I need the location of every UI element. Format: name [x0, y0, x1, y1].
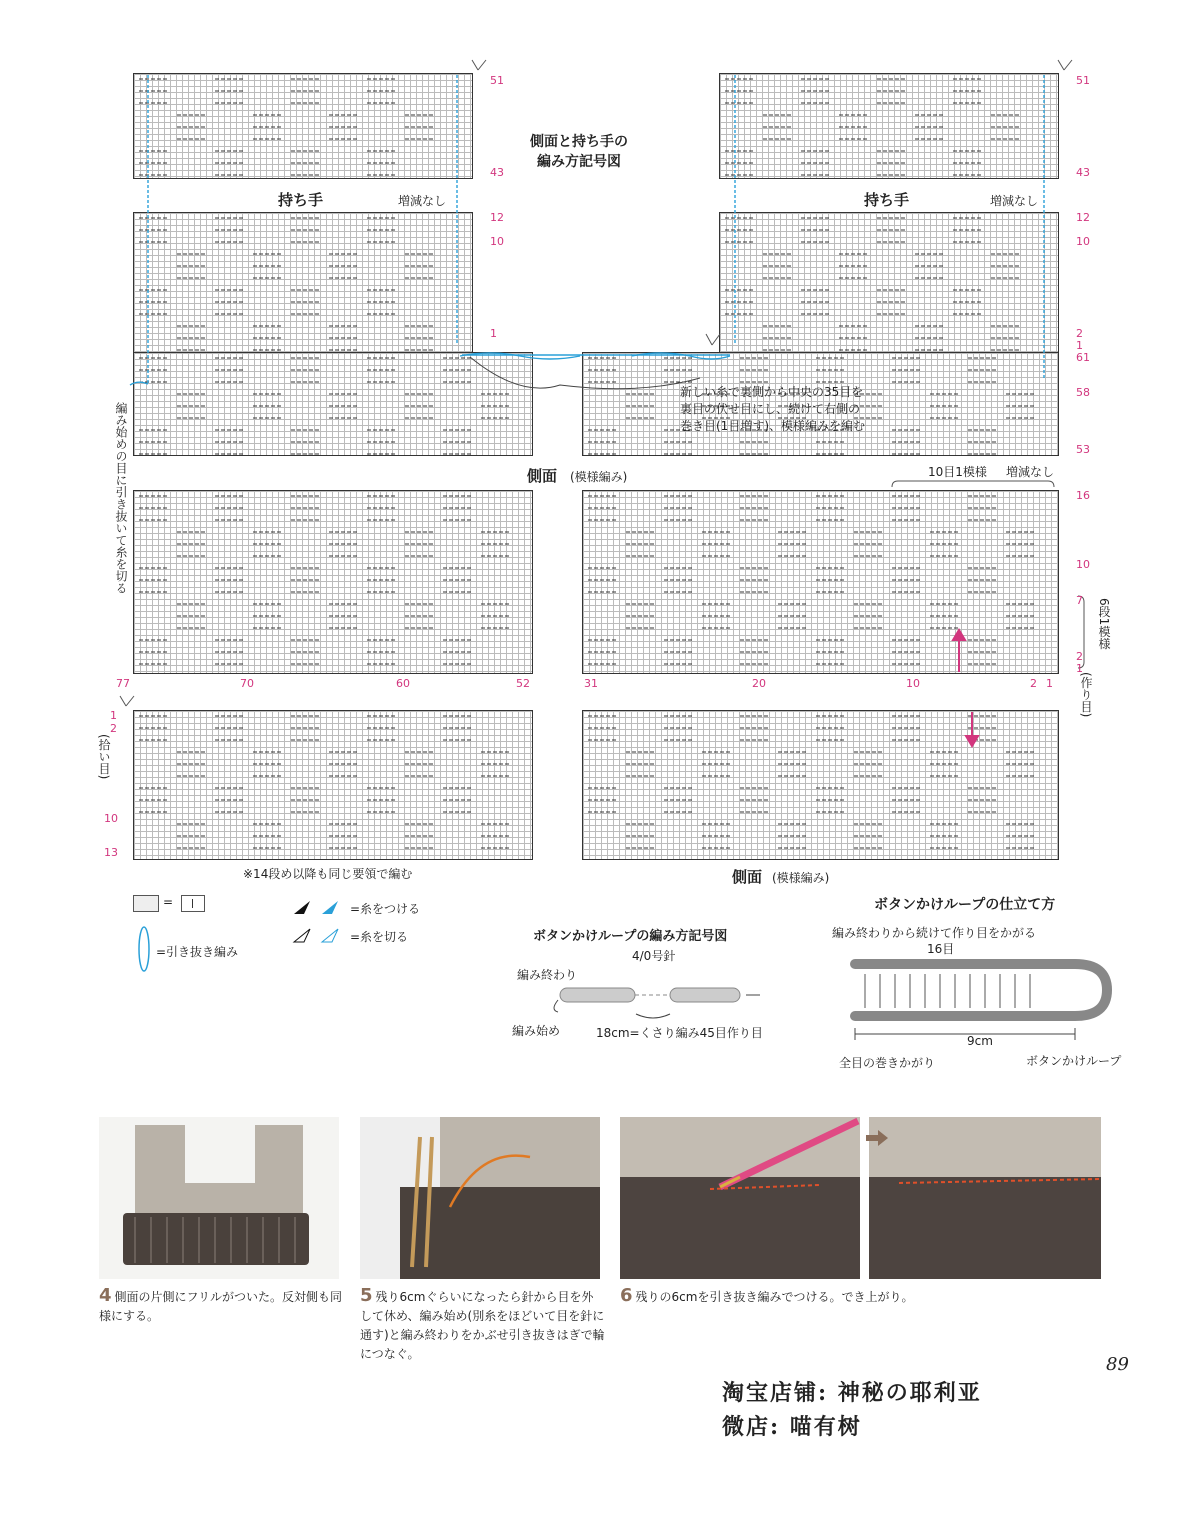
button-loop-start: 編み始め — [512, 1024, 561, 1038]
button-loop-make-loop: ボタンかけループ — [1026, 1054, 1122, 1068]
row-num: 1 — [1076, 339, 1083, 352]
watermark-line1: 淘宝店铺: 神秘の耶利亚 — [722, 1380, 982, 1406]
row-num: 16 — [1076, 489, 1090, 502]
row-num: 43 — [1076, 166, 1090, 179]
button-loop-make-title: ボタンかけループの仕立て方 — [874, 897, 1056, 913]
legend-attach-icon — [292, 898, 348, 918]
row-num: 12 — [1076, 211, 1090, 224]
step-number: 6 — [620, 1285, 633, 1306]
row-num: 13 — [104, 846, 118, 859]
instruction-note: 新しい糸で裏側から中央の35目を 裏目の伏せ目にし、続けて右側の 巻き目(1目増す)、模様編みを編む — [680, 385, 865, 433]
row-num: 10 — [104, 812, 118, 825]
repeat-nochange: 増減なし — [1006, 465, 1055, 479]
row-num: 1 — [490, 327, 497, 340]
handle-label-right: 持ち手 — [864, 191, 910, 209]
legend-attach: =糸をつける — [350, 902, 421, 916]
row-num: 51 — [1076, 74, 1090, 87]
legend-cut-icon — [292, 926, 348, 946]
no-change-left: 増減なし — [398, 194, 447, 208]
button-loop-chain: 18cm=くさり編み45目作り目 — [596, 1026, 763, 1040]
repeat-label: 10目1模様 — [928, 465, 987, 479]
step-text: 残りの6cmを引き抜き編みでつける。でき上がり。 — [635, 1290, 914, 1304]
row-num: 2 — [1076, 650, 1083, 663]
handle-label-left: 持ち手 — [278, 191, 324, 209]
row-num: 10 — [1076, 558, 1090, 571]
row-num: 1 — [110, 709, 117, 722]
legend-cut: =糸を切る — [350, 930, 409, 944]
col-num: 2 — [1030, 677, 1037, 690]
step-number: 4 — [99, 1285, 112, 1306]
row-num: 10 — [490, 235, 504, 248]
button-loop-end: 編み終わり — [517, 968, 578, 982]
step5-caption — [360, 1286, 605, 1364]
col-num: 1 — [1046, 677, 1053, 690]
legend-slip-icon — [137, 924, 151, 980]
side-bottom-label: 側面 — [732, 868, 763, 886]
button-loop-make-count: 16目 — [927, 942, 955, 956]
step-text: 側面の片側にフリルがついた。反対側も同様にする。 — [99, 1290, 343, 1323]
row-num: 12 — [490, 211, 504, 224]
row-num: 61 — [1076, 351, 1090, 364]
button-loop-chart-title: ボタンかけループの編み方記号図 — [533, 929, 728, 944]
row-num: 51 — [490, 74, 504, 87]
col-num: 70 — [240, 677, 254, 690]
legend-equals: = — [163, 895, 174, 909]
button-loop-make-drawing — [845, 952, 1120, 1052]
row-num: 53 — [1076, 443, 1090, 456]
row-num: 7 — [1076, 594, 1083, 607]
row-num: 43 — [490, 166, 504, 179]
col-num: 20 — [752, 677, 766, 690]
arrow-right-icon — [866, 1130, 888, 1146]
step4-caption — [99, 1286, 344, 1326]
step6-caption — [620, 1286, 1100, 1307]
legend-slip: =引き抜き編み — [156, 945, 239, 959]
watermark-line2: 微店: 喵有树 — [722, 1414, 862, 1440]
note-row14: ※14段め以降も同じ要領で編む — [243, 867, 413, 881]
step5-photo — [360, 1117, 600, 1279]
side-mid-label: 側面 — [527, 467, 558, 485]
step6-photo-a — [620, 1117, 860, 1279]
chart-title: 側面と持ち手の 編み方記号図 — [530, 134, 628, 170]
step6-photo-b — [869, 1117, 1101, 1279]
step4-photo — [99, 1117, 339, 1279]
button-loop-make-note: 編み終わりから続けて作り目をかがる — [832, 926, 1037, 940]
step-number: 5 — [360, 1285, 373, 1306]
side-bottom-sub: (模様編み) — [772, 871, 830, 885]
left-vertical-note: 編み始めの目に引き抜いて糸を切る — [114, 402, 128, 594]
page-number: 89 — [1106, 1354, 1129, 1375]
cast-on-note: (作り目) — [1079, 672, 1093, 718]
button-loop-chain-drawing — [550, 980, 760, 1020]
col-num: 52 — [516, 677, 530, 690]
side-mid-sub: (模様編み) — [570, 470, 628, 484]
row-num: 2 — [110, 722, 117, 735]
col-num: 31 — [584, 677, 598, 690]
col-num: 77 — [116, 677, 130, 690]
col-num: 60 — [396, 677, 410, 690]
rows-per-repeat: 6段1模様 — [1097, 598, 1111, 650]
row-num: 2 — [1076, 327, 1083, 340]
legend-knit-cell — [181, 895, 205, 912]
row-num: 1 — [1076, 662, 1083, 675]
no-change-right: 増減なし — [990, 194, 1039, 208]
button-loop-needle: 4/0号針 — [632, 949, 676, 963]
legend-blank-cell — [133, 895, 159, 912]
row-num: 58 — [1076, 386, 1090, 399]
button-loop-make-whip: 全目の巻きかがり — [839, 1056, 936, 1070]
button-loop-make-width: 9cm — [967, 1034, 993, 1048]
row-num: 10 — [1076, 235, 1090, 248]
col-num: 10 — [906, 677, 920, 690]
step-text: 残り6cmぐらいになったら針から目を外して休め、編み始め(別糸をほどいて目を針に通す)と編み終わりをかぶせ引き抜きはぎで輪につなぐ。 — [360, 1290, 605, 1361]
pick-up-note: (拾い目) — [97, 734, 111, 780]
